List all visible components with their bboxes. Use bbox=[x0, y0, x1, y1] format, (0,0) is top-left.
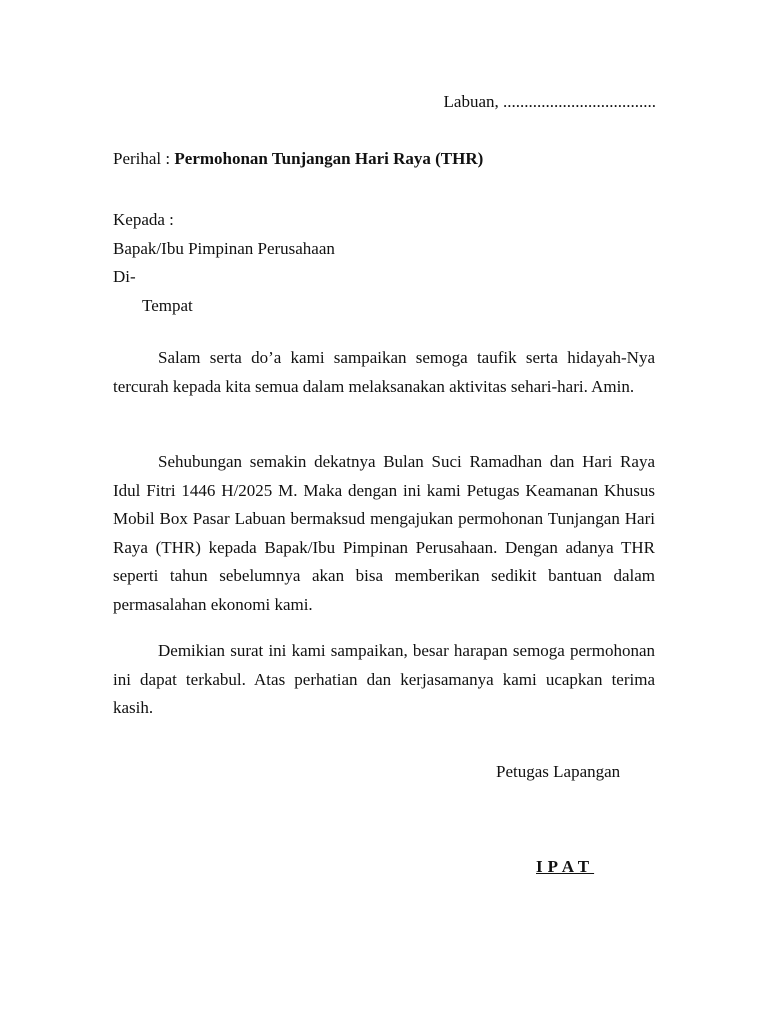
subject-label: Perihal : bbox=[113, 149, 171, 168]
addressee-block bbox=[113, 206, 335, 320]
addressee-place: Tempat bbox=[142, 295, 193, 315]
body-paragraph-greeting: Salam serta do’a kami sampaikan semoga taufik serta hidayah-Nya tercurah kepada kita semua dalam melaksanakan aktivitas sehari-hari. Amin. bbox=[113, 348, 655, 396]
subject-title: Permohonan Tunjangan Hari Raya (THR) bbox=[174, 149, 484, 168]
signature-name: IPAT bbox=[536, 857, 595, 876]
addressee-recipient: Bapak/Ibu Pimpinan Perusahaan bbox=[113, 238, 335, 258]
subject-line bbox=[113, 149, 483, 169]
body-paragraph-closing: Demikian surat ini kami sampaikan, besar harapan semoga permohonan ini dapat terkabul. Atas perhatian dan kerjasamanya kami ucapkan terima kasih. bbox=[113, 641, 655, 717]
signature-role: Petugas Lapangan bbox=[496, 762, 621, 781]
body-paragraph-request: Sehubungan semakin dekatnya Bulan Suci Ramadhan dan Hari Raya Idul Fitri 1446 H/2025 M. Maka dengan ini kami Petugas Keamanan Khusus Mobil Box Pasar Labuan bermaksud mengajukan permohonan Tunjangan Hari Raya (THR) kepada Bapak/Ibu Pimpinan Perusahaan. Dengan adanya THR seperti tahun sebelumnya akan bisa memberikan sedikit bantuan dalam permasalahan ekonomi kami. bbox=[113, 452, 655, 614]
addressee-salutation: Kepada : bbox=[113, 210, 174, 229]
place-date: Labuan, .................................... bbox=[443, 92, 656, 111]
addressee-di: Di- bbox=[113, 267, 136, 286]
